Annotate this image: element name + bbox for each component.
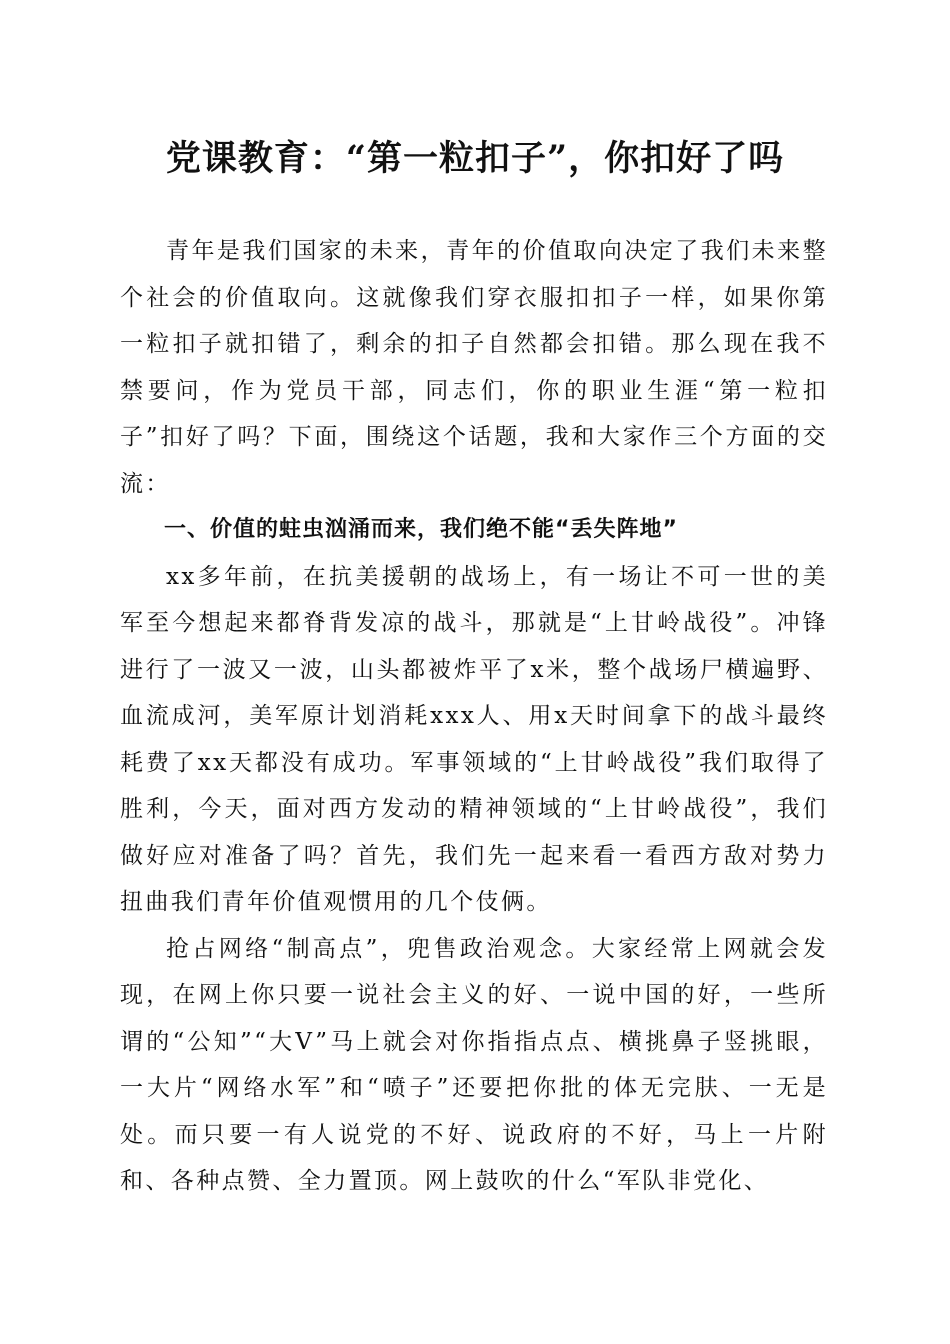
paragraph-intro: 青年是我们国家的未来，青年的价值取向决定了我们未来整个社会的价值取向。这就像我们穿衣服扣扣子一样，如果你第一粒扣子就扣错了，剩余的扣子自然都会扣错。那么现在我不禁要问，作为党员干部，同志们，你的职业生涯“第一粒扣子”扣好了吗？下面，围绕这个话题，我和大家作三个方面的交流： [120, 238, 828, 497]
document-title: 党课教育：“第一粒扣子”，你扣好了吗 [165, 138, 785, 179]
paragraph-battle: xx多年前，在抗美援朝的战场上，有一场让不可一世的美军至今想起来都脊背发凉的战斗，那就是“上甘岭战役”。冲锋进行了一波又一波，山头都被炸平了x米，整个战场尸横遍野、血流成河，美军原计划消耗xxx人、用x天时间拿下的战斗最终耗费了xx天都没有成功。军事领域的“上甘岭战役”我们取得了胜利，今天，面对西方发动的精神领域的“上甘岭战役”，我们做好应对准备了吗？首先，我们先一起来看一看西方敌对势力扭曲我们青年价值观惯用的几个伎俩。 [120, 563, 828, 915]
document-body [120, 228, 828, 1205]
paragraph-network: 抢占网络“制高点”，兜售政治观念。大家经常上网就会发现，在网上你只要一说社会主义的好、一说中国的好，一些所谓的“公知”“大V”马上就会对你指指点点、横挑鼻子竖挑眼，一大片“网络水军”和“喷子”还要把你批的体无完肤、一无是处。而只要一有人说党的不好、说政府的不好，马上一片附和、各种点赞、全力置顶。网上鼓吹的什么“军队非党化、 [120, 935, 828, 1194]
section-heading-1: 一、价值的蛀虫汹涌而来，我们绝不能“丢失阵地” [164, 517, 678, 542]
